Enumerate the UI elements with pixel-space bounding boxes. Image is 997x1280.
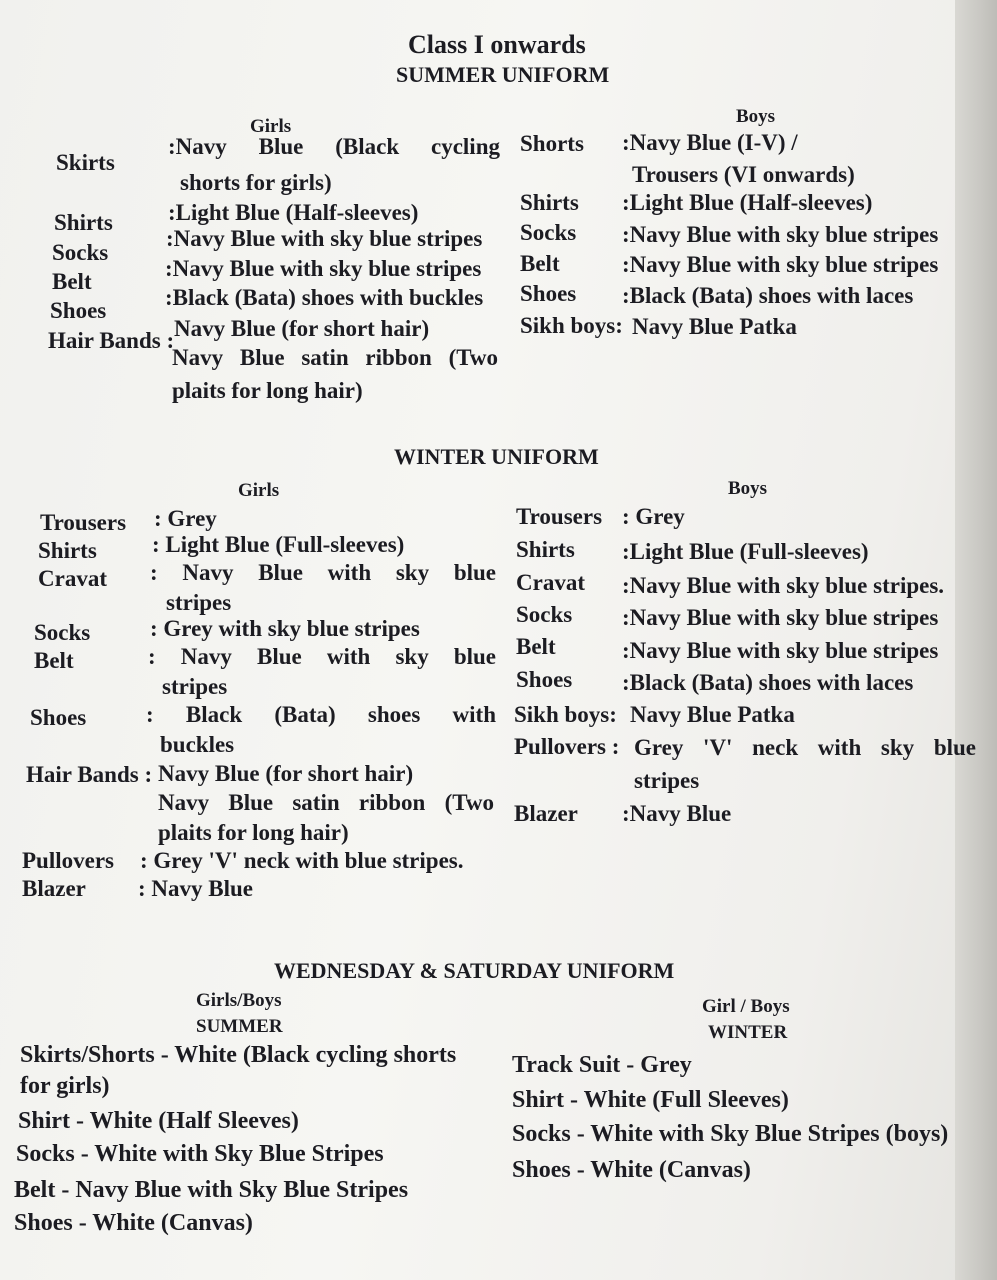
winter-girls-label: Pullovers xyxy=(22,848,114,873)
winter-girls-label: Blazer xyxy=(22,876,86,901)
summer-boys-label: Belt xyxy=(520,251,560,276)
summer-boys-value-line: :Black (Bata) shoes with laces xyxy=(622,283,914,308)
wed-sat-summer-line: for girls) xyxy=(20,1073,110,1099)
winter-boys-value-line: :Black (Bata) shoes with laces xyxy=(622,670,914,695)
winter-girls-value-line: : Grey xyxy=(154,506,217,531)
summer-girls-value-line: :Black (Bata) shoes with buckles xyxy=(165,285,484,310)
winter-girls-value-line: Navy Blue satin ribbon (Two xyxy=(158,790,494,815)
summer-boys-label: Shoes xyxy=(520,281,577,306)
wed-sat-winter-line: Track Suit - Grey xyxy=(512,1052,692,1078)
wed-sat-summer-heading: Girls/Boys xyxy=(196,990,282,1011)
summer-boys-label: Shirts xyxy=(520,190,579,215)
summer-girls-label: Shoes xyxy=(50,298,107,323)
summer-boys-value-line: Navy Blue Patka xyxy=(632,314,797,339)
summer-boys-label: Sikh boys: xyxy=(520,313,623,338)
winter-boys-heading: Boys xyxy=(728,478,768,499)
summer-girls-label: Shirts xyxy=(54,210,113,235)
summer-boys-value-line: :Navy Blue with sky blue stripes xyxy=(622,252,939,277)
summer-girls-value-line: :Navy Blue with sky blue stripes xyxy=(166,226,483,251)
wed-sat-winter-heading: Girl / Boys xyxy=(702,996,790,1017)
winter-girls-value xyxy=(146,702,496,728)
winter-girls-value-line: : Light Blue (Full-sleeves) xyxy=(152,532,405,557)
winter-boys-value-line: :Navy Blue with sky blue stripes xyxy=(622,605,939,630)
winter-girls-value-line: : Grey 'V' neck with blue stripes. xyxy=(140,848,464,873)
winter-boys-value-line: Navy Blue Patka xyxy=(630,702,795,727)
winter-girls-label: Trousers xyxy=(40,510,127,535)
winter-boys-value-line: stripes xyxy=(634,768,700,793)
wed-sat-summer-line: Belt - Navy Blue with Sky Blue Stripes xyxy=(14,1177,409,1203)
winter-boys-value-line: :Navy Blue with sky blue stripes. xyxy=(622,573,945,598)
winter-boys-label: Pullovers : xyxy=(514,734,620,759)
summer-boys-heading: Boys xyxy=(736,106,776,127)
summer-girls-value-line: shorts for girls) xyxy=(180,170,332,195)
wed-sat-summer-line: Skirts/Shorts - White (Black cycling shorts xyxy=(20,1042,457,1068)
winter-girls-heading: Girls xyxy=(238,480,280,501)
summer-girls-value-line: :Navy Blue with sky blue stripes xyxy=(165,256,482,281)
winter-boys-value-line: :Navy Blue xyxy=(622,801,732,826)
summer-boys-label: Socks xyxy=(520,220,577,245)
summer-girls-label: Belt xyxy=(52,269,92,294)
summer-boys-value-line: :Navy Blue (I-V) / xyxy=(622,130,798,155)
winter-girls-value-line: : Grey with sky blue stripes xyxy=(150,616,420,641)
winter-girls-value-line: : Navy Blue xyxy=(138,876,253,901)
winter-girls-value-line: buckles xyxy=(160,732,235,757)
summer-girls-label: Skirts xyxy=(56,150,115,175)
wed-sat-winter-line: Socks - White with Sky Blue Stripes (boys) xyxy=(512,1121,949,1147)
winter-girls-label: Socks xyxy=(34,620,91,645)
winter-boys-label: Sikh boys: xyxy=(514,702,617,727)
summer-uniform-heading: SUMMER UNIFORM xyxy=(396,62,610,87)
winter-boys-label: Shoes xyxy=(516,667,573,692)
page-title: Class I onwards xyxy=(408,30,586,59)
summer-girls-label: Socks xyxy=(52,240,109,265)
winter-girls-label: Shoes xyxy=(30,705,87,730)
winter-boys-label: Blazer xyxy=(514,801,578,826)
summer-girls-value-line: plaits for long hair) xyxy=(172,378,363,403)
winter-girls-label: Cravat xyxy=(38,566,107,591)
wed-sat-summer-line: Shoes - White (Canvas) xyxy=(14,1210,253,1236)
winter-girls-value-line: plaits for long hair) xyxy=(158,820,349,845)
winter-girls-value xyxy=(150,560,496,586)
winter-girls-value xyxy=(148,644,496,670)
summer-girls-heading: Girls xyxy=(250,116,292,137)
summer-girls-value-line: Navy Blue (for short hair) xyxy=(174,316,430,341)
winter-girls-value-line: Navy Blue (for short hair) xyxy=(158,761,414,786)
winter-boys-label: Cravat xyxy=(516,570,585,595)
winter-boys-label: Socks xyxy=(516,602,573,627)
winter-boys-value-line: Grey 'V' neck with sky blue xyxy=(634,735,976,760)
winter-boys-value xyxy=(634,735,976,761)
winter-girls-value-line: : Navy Blue with sky blue xyxy=(148,644,496,669)
wed-sat-winter-season: WINTER xyxy=(708,1022,788,1043)
summer-girls-label: Hair Bands : xyxy=(48,328,175,353)
summer-girls-value xyxy=(172,345,498,371)
winter-uniform-heading: WINTER UNIFORM xyxy=(394,444,599,469)
wed-sat-summer-season: SUMMER xyxy=(196,1016,283,1037)
winter-boys-label: Trousers xyxy=(516,504,603,529)
summer-boys-value-line: :Navy Blue with sky blue stripes xyxy=(622,222,939,247)
winter-boys-label: Shirts xyxy=(516,537,575,562)
summer-boys-value-line: Trousers (VI onwards) xyxy=(632,162,855,187)
summer-boys-label: Shorts xyxy=(520,131,584,156)
winter-girls-label: Shirts xyxy=(38,538,97,563)
winter-girls-value xyxy=(158,790,494,816)
winter-girls-value-line: : Navy Blue with sky blue xyxy=(150,560,496,585)
summer-boys-value-line: :Light Blue (Half-sleeves) xyxy=(622,190,873,215)
wed-sat-summer-line: Shirt - White (Half Sleeves) xyxy=(18,1108,299,1134)
winter-boys-value-line: :Navy Blue with sky blue stripes xyxy=(622,638,939,663)
winter-boys-value-line: : Grey xyxy=(622,504,685,529)
wed-sat-winter-line: Shirt - White (Full Sleeves) xyxy=(512,1087,789,1113)
summer-girls-value xyxy=(168,134,500,160)
summer-girls-value-line: Navy Blue satin ribbon (Two xyxy=(172,345,498,370)
wed-sat-uniform-heading: WEDNESDAY & SATURDAY UNIFORM xyxy=(274,958,675,983)
summer-girls-value-line: :Navy Blue (Black cycling xyxy=(168,134,500,159)
summer-girls-value-line: :Light Blue (Half-sleeves) xyxy=(168,200,419,225)
wed-sat-summer-line: Socks - White with Sky Blue Stripes xyxy=(16,1141,384,1167)
winter-girls-value-line: stripes xyxy=(162,674,228,699)
winter-girls-value-line: : Black (Bata) shoes with xyxy=(146,702,496,727)
winter-girls-label: Hair Bands : xyxy=(26,762,153,787)
winter-girls-label: Belt xyxy=(34,648,74,673)
winter-boys-label: Belt xyxy=(516,634,556,659)
page-edge xyxy=(955,0,997,1280)
winter-boys-value-line: :Light Blue (Full-sleeves) xyxy=(622,539,869,564)
wed-sat-winter-line: Shoes - White (Canvas) xyxy=(512,1157,751,1183)
winter-girls-value-line: stripes xyxy=(166,590,232,615)
